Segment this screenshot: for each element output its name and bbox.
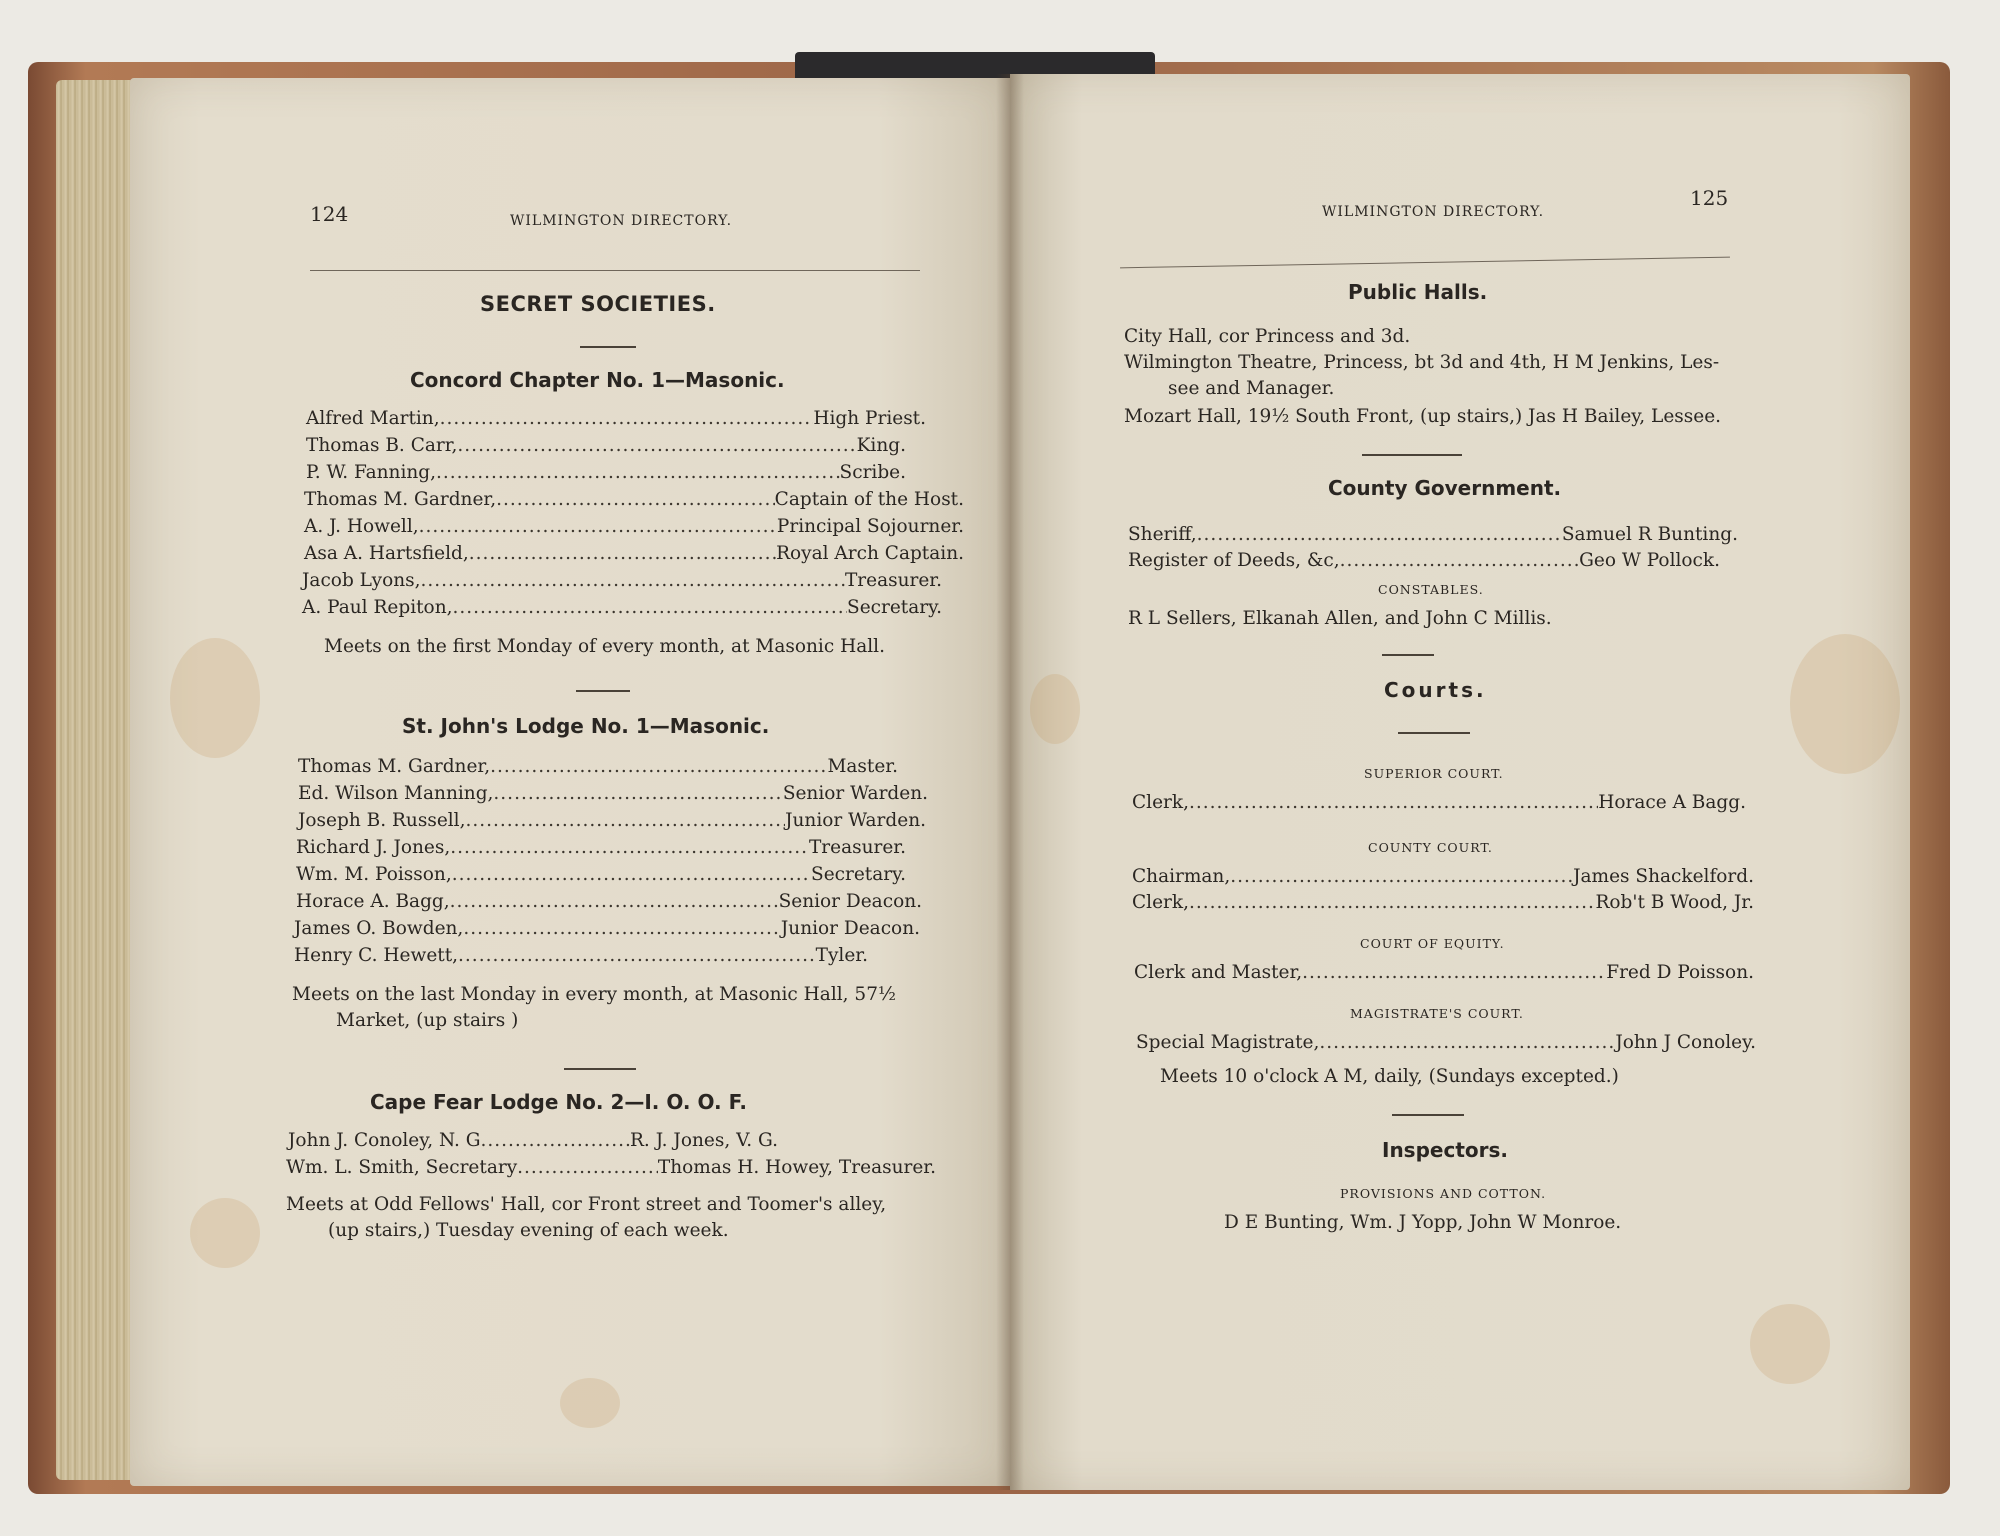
public-hall-entry-cont: see and Manager.	[1168, 378, 1335, 399]
foxing-stain	[1790, 634, 1900, 774]
public-hall-entry: Wilmington Theatre, Princess, bt 3d and 4th, H M Jenkins, Les-	[1124, 352, 1720, 373]
register-entry: Register of Deeds, &c, ..... Geo W Pollock.	[1128, 548, 1720, 574]
running-head: WILMINGTON DIRECTORY.	[1322, 204, 1545, 220]
county-clerk-entry: Clerk, ..... Rob't B Wood, Jr.	[1132, 890, 1754, 916]
concord-member: A. J. Howell, ..... Principal Sojourner.	[304, 514, 964, 540]
section-divider	[580, 346, 636, 348]
stjohns-member: Thomas M. Gardner, ..... Master.	[298, 754, 898, 780]
foxing-stain	[1750, 1304, 1830, 1384]
inspectors-names: D E Bunting, Wm. J Yopp, John W Monroe.	[1224, 1212, 1622, 1233]
stjohns-member: Richard J. Jones, ..... Treasurer.	[296, 835, 906, 861]
section-divider	[1382, 654, 1434, 656]
inspectors-title: Inspectors.	[1382, 1138, 1508, 1162]
concord-member: Thomas B. Carr, ..... King.	[306, 433, 906, 459]
public-halls-title: Public Halls.	[1348, 280, 1488, 304]
stjohns-meeting-note: Meets on the last Monday in every month, at Masonic Hall, 57½	[292, 984, 896, 1005]
concord-member: A. Paul Repiton, ..... Secretary.	[302, 595, 942, 621]
right-page	[1010, 74, 1910, 1490]
equity-clerk-entry: Clerk and Master, ..... Fred D Poisson.	[1134, 960, 1754, 986]
constables-label: CONSTABLES.	[1378, 582, 1484, 597]
section-divider	[564, 1068, 636, 1070]
foxing-stain	[1030, 674, 1080, 744]
concord-member: Asa A. Hartsfield, ..... Royal Arch Captain.	[304, 541, 964, 567]
stjohns-meeting-note-cont: Market, (up stairs )	[336, 1010, 519, 1031]
superior-clerk-entry: Clerk, ..... Horace A Bagg.	[1132, 790, 1746, 816]
section-title: SECRET SOCIETIES.	[480, 292, 716, 316]
courts-meeting-note: Meets 10 o'clock A M, daily, (Sundays excepted.)	[1160, 1066, 1619, 1087]
concord-member: Jacob Lyons, ..... Treasurer.	[302, 568, 942, 594]
section-divider	[1362, 454, 1462, 456]
foxing-stain	[560, 1378, 620, 1428]
county-court-label: COUNTY COURT.	[1368, 840, 1493, 855]
book-gutter	[996, 74, 1024, 1490]
superior-court-label: SUPERIOR COURT.	[1364, 766, 1504, 781]
concord-title: Concord Chapter No. 1—Masonic.	[410, 368, 785, 392]
page-number: 125	[1690, 186, 1729, 210]
public-hall-entry: City Hall, cor Princess and 3d.	[1124, 326, 1411, 347]
section-divider	[576, 690, 630, 692]
concord-meeting-note: Meets on the first Monday of every month, at Masonic Hall.	[324, 636, 885, 657]
inspectors-subtitle: PROVISIONS AND COTTON.	[1340, 1186, 1547, 1201]
magistrate-court-label: MAGISTRATE'S COURT.	[1350, 1006, 1524, 1021]
section-divider	[1392, 1114, 1464, 1116]
stjohns-member: Horace A. Bagg, ..... Senior Deacon.	[296, 889, 922, 915]
left-page	[130, 78, 1010, 1486]
stjohns-member: Wm. M. Poisson, ..... Secretary.	[296, 862, 906, 888]
stjohns-member: James O. Bowden, ..... Junior Deacon.	[294, 916, 920, 942]
capefear-meeting-note-cont: (up stairs,) Tuesday evening of each week.	[328, 1220, 729, 1241]
concord-member: Alfred Martin, ..... High Priest.	[306, 406, 926, 432]
header-rule	[1120, 257, 1730, 269]
stjohns-title: St. John's Lodge No. 1—Masonic.	[402, 714, 770, 738]
foxing-stain	[190, 1198, 260, 1268]
courts-title: Courts.	[1384, 678, 1487, 702]
concord-member: Thomas M. Gardner, ..... Captain of the Host.	[304, 487, 964, 513]
foxing-stain	[170, 638, 260, 758]
stjohns-member: Ed. Wilson Manning, ..... Senior Warden.	[298, 781, 928, 807]
concord-member: P. W. Fanning, ..... Scribe.	[306, 460, 906, 486]
running-head: WILMINGTON DIRECTORY.	[510, 213, 733, 229]
capefear-title: Cape Fear Lodge No. 2—I. O. O. F.	[370, 1090, 747, 1114]
public-hall-entry: Mozart Hall, 19½ South Front, (up stairs,) Jas H Bailey, Lessee.	[1124, 406, 1722, 427]
equity-court-label: COURT OF EQUITY.	[1360, 936, 1505, 951]
magistrate-entry: Special Magistrate, ..... John J Conoley.	[1136, 1030, 1756, 1056]
capefear-officers-row: John J. Conoley, N. G ..... R. J. Jones, V. G.	[288, 1128, 778, 1154]
capefear-officers-row: Wm. L. Smith, Secretary ..... Thomas H. Howey, Treasurer.	[286, 1155, 936, 1181]
stjohns-member: Henry C. Hewett, ..... Tyler.	[294, 943, 868, 969]
stjohns-member: Joseph B. Russell, ..... Junior Warden.	[298, 808, 926, 834]
county-government-title: County Government.	[1328, 476, 1562, 500]
page-number: 124	[310, 202, 349, 226]
constables-entry: R L Sellers, Elkanah Allen, and John C Millis.	[1128, 608, 1552, 629]
header-rule	[310, 270, 920, 271]
sheriff-entry: Sheriff, ..... Samuel R Bunting.	[1128, 522, 1738, 548]
chairman-entry: Chairman, ..... James Shackelford.	[1132, 864, 1754, 890]
section-divider	[1398, 732, 1470, 734]
capefear-meeting-note: Meets at Odd Fellows' Hall, cor Front street and Toomer's alley,	[286, 1194, 887, 1215]
